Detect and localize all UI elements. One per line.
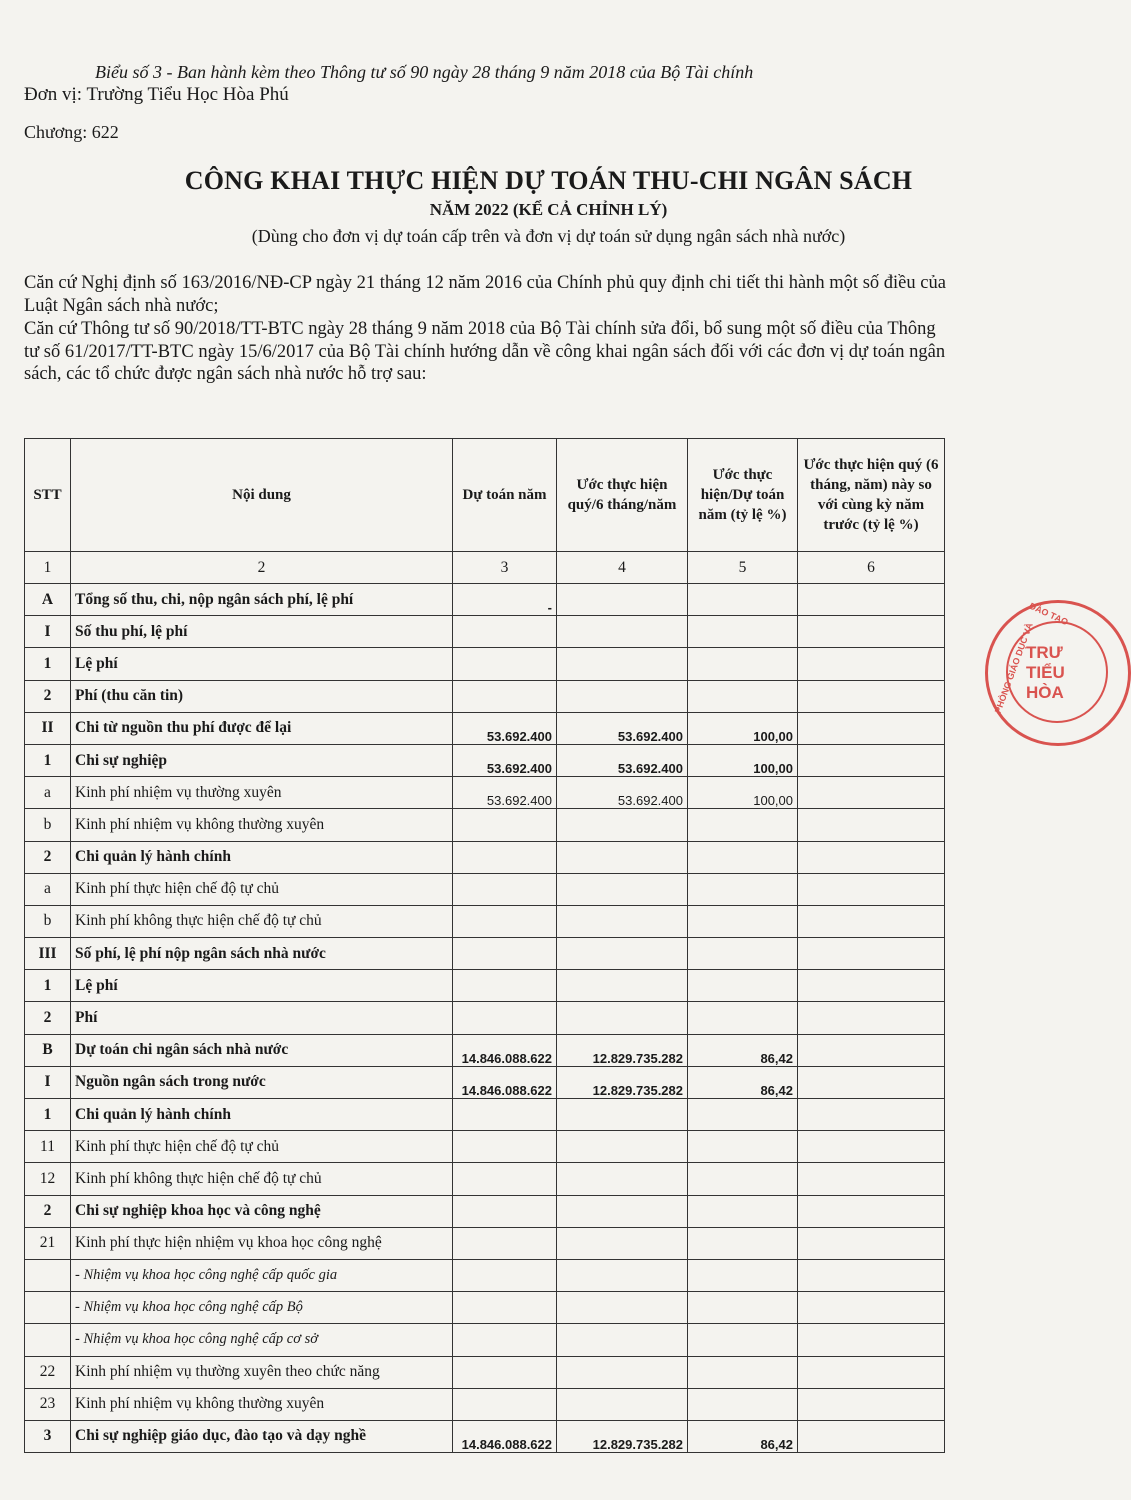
row-estimated-actual [557,809,688,841]
row-stt: 1 [25,744,71,776]
row-stt: 2 [25,1195,71,1227]
table-row [25,970,945,1002]
table-row [25,584,945,616]
row-annual-estimate [453,1259,557,1291]
row-ratio-estimate [688,809,798,841]
row-ratio-prior-year [798,970,945,1002]
column-number: 6 [798,552,945,584]
row-content: Chi sự nghiệp khoa học và công nghệ [71,1195,453,1227]
row-stt: 1 [25,970,71,1002]
legal-basis: Biểu số 3 - Ban hành kèm theo Thông tư số 90 ngày 28 tháng 9 năm 2018 của Bộ Tài chính [95,62,754,82]
row-annual-estimate [453,1388,557,1420]
row-stt: II [25,712,71,744]
table-row [25,1420,945,1452]
row-ratio-estimate: 100,00 [688,744,798,776]
column-number: 5 [688,552,798,584]
row-estimated-actual: 12.829.735.282 [557,1420,688,1452]
row-ratio-estimate [688,938,798,970]
row-ratio-estimate [688,584,798,616]
row-estimated-actual [557,873,688,905]
header-ratio-prior-year: Ước thực hiện quý (6 tháng, năm) này so với cùng kỳ năm trước (tỷ lệ %) [798,439,945,552]
intro-paragraph-2: Căn cứ Thông tư số 90/2018/TT-BTC ngày 28 tháng 9 năm 2018 của Bộ Tài chính sửa đổi, bổ sung một số điều của Thông tư số 61/2017/TT-BTC ngày 15/6/2017 của Bộ Tài chính hướng dẫn về công khai ngân sách đối với các đơn vị dự toán ngân sách, các tổ chức được ngân sách nhà nước hỗ trợ sau: [24,319,946,384]
row-content: Kinh phí nhiệm vụ thường xuyên theo chức năng [71,1356,453,1388]
row-estimated-actual [557,841,688,873]
row-estimated-actual [557,938,688,970]
row-annual-estimate [453,1292,557,1324]
row-estimated-actual [557,970,688,1002]
row-annual-estimate: 14.846.088.622 [453,1034,557,1066]
row-estimated-actual [557,1163,688,1195]
table-header-row [25,439,945,552]
usage-note: (Dùng cho đơn vị dự toán cấp trên và đơn vị dự toán sử dụng ngân sách nhà nước) [251,226,846,246]
row-stt: 2 [25,841,71,873]
row-estimated-actual: 12.829.735.282 [557,1066,688,1098]
row-estimated-actual [557,1099,688,1131]
row-annual-estimate [453,1099,557,1131]
table-row [25,938,945,970]
row-stt: 3 [25,1420,71,1452]
stamp-line-3: HÒA [1026,683,1064,702]
table-row [25,1324,945,1356]
row-annual-estimate [453,809,557,841]
row-content: Phí (thu căn tin) [71,680,453,712]
table-row [25,1099,945,1131]
row-ratio-estimate: 86,42 [688,1066,798,1098]
stamp-line-2: TIỂU [1026,663,1065,682]
row-ratio-prior-year [798,777,945,809]
row-ratio-prior-year [798,1002,945,1034]
table-row [25,777,945,809]
row-stt: a [25,777,71,809]
table-row [25,1034,945,1066]
header-content: Nội dung [71,439,453,552]
row-ratio-estimate [688,1163,798,1195]
table-row [25,1259,945,1291]
table-row [25,1356,945,1388]
row-ratio-estimate [688,1292,798,1324]
stamp-arc-text: ĐÀO TẠO [1027,600,1070,628]
row-content: Kinh phí thực hiện chế độ tự chủ [71,873,453,905]
row-estimated-actual [557,905,688,937]
row-ratio-estimate: 100,00 [688,712,798,744]
table-row [25,1227,945,1259]
row-annual-estimate [453,1356,557,1388]
row-stt: b [25,809,71,841]
row-content: Kinh phí không thực hiện chế độ tự chủ [71,1163,453,1195]
row-ratio-estimate: 86,42 [688,1034,798,1066]
row-content: - Nhiệm vụ khoa học công nghệ cấp quốc gia [71,1259,453,1291]
row-content: - Nhiệm vụ khoa học công nghệ cấp cơ sở [71,1324,453,1356]
row-ratio-estimate [688,1227,798,1259]
row-content: Nguồn ngân sách trong nước [71,1066,453,1098]
row-annual-estimate: 14.846.088.622 [453,1066,557,1098]
row-estimated-actual [557,1324,688,1356]
row-estimated-actual [557,1388,688,1420]
row-annual-estimate: 14.846.088.622 [453,1420,557,1452]
row-ratio-estimate [688,1324,798,1356]
row-ratio-estimate [688,1131,798,1163]
intro-paragraph-1: Căn cứ Nghị định số 163/2016/NĐ-CP ngày 21 tháng 12 năm 2016 của Chính phủ quy định chi tiết thi hành một số điều của Luật Ngân sách nhà nước; [24,273,946,316]
row-stt [25,1292,71,1324]
table-row [25,744,945,776]
row-ratio-estimate [688,648,798,680]
row-annual-estimate [453,616,557,648]
table-row [25,680,945,712]
row-stt: III [25,938,71,970]
row-ratio-prior-year [798,1163,945,1195]
row-ratio-estimate [688,1195,798,1227]
row-ratio-prior-year [798,938,945,970]
table-row [25,1195,945,1227]
row-stt: I [25,1066,71,1098]
row-content: Lệ phí [71,648,453,680]
row-estimated-actual [557,680,688,712]
row-annual-estimate [453,1324,557,1356]
row-annual-estimate [453,841,557,873]
row-estimated-actual: 12.829.735.282 [557,1034,688,1066]
row-stt: I [25,616,71,648]
table-row [25,841,945,873]
table-row [25,1163,945,1195]
row-content: Kinh phí nhiệm vụ thường xuyên [71,777,453,809]
row-ratio-prior-year [798,1131,945,1163]
row-annual-estimate: 53.692.400 [453,712,557,744]
table-row [25,809,945,841]
table-row [25,1002,945,1034]
row-annual-estimate: 53.692.400 [453,777,557,809]
row-stt: 2 [25,680,71,712]
row-estimated-actual [557,584,688,616]
row-content: Lệ phí [71,970,453,1002]
row-content: Dự toán chi ngân sách nhà nước [71,1034,453,1066]
row-content: Chi sự nghiệp [71,744,453,776]
row-estimated-actual [557,1195,688,1227]
row-content: - Nhiệm vụ khoa học công nghệ cấp Bộ [71,1292,453,1324]
row-ratio-prior-year [798,809,945,841]
row-stt: b [25,905,71,937]
row-content: Số thu phí, lệ phí [71,616,453,648]
row-content: Chi sự nghiệp giáo dục, đào tạo và dạy nghề [71,1420,453,1452]
row-ratio-estimate [688,970,798,1002]
row-stt: 21 [25,1227,71,1259]
row-ratio-prior-year [798,648,945,680]
row-content: Kinh phí nhiệm vụ không thường xuyên [71,1388,453,1420]
column-number: 3 [453,552,557,584]
row-estimated-actual [557,1259,688,1291]
row-ratio-prior-year [798,1292,945,1324]
row-ratio-estimate [688,1002,798,1034]
header-estimated-actual: Ước thực hiện quý/6 tháng/năm [557,439,688,552]
row-estimated-actual [557,1002,688,1034]
row-stt: A [25,584,71,616]
row-ratio-estimate [688,1356,798,1388]
row-estimated-actual [557,1131,688,1163]
row-stt: a [25,873,71,905]
row-estimated-actual [557,1227,688,1259]
row-ratio-prior-year [798,1356,945,1388]
row-ratio-prior-year [798,905,945,937]
row-annual-estimate [453,648,557,680]
row-ratio-estimate [688,1099,798,1131]
column-number: 2 [71,552,453,584]
row-estimated-actual: 53.692.400 [557,777,688,809]
row-ratio-prior-year [798,841,945,873]
row-ratio-prior-year [798,1227,945,1259]
row-content: Phí [71,1002,453,1034]
row-estimated-actual [557,1356,688,1388]
row-content: Kinh phí thực hiện chế độ tự chủ [71,1131,453,1163]
row-annual-estimate [453,1227,557,1259]
row-estimated-actual: 53.692.400 [557,744,688,776]
row-content: Kinh phí nhiệm vụ không thường xuyên [71,809,453,841]
row-annual-estimate [453,970,557,1002]
row-ratio-prior-year [798,1324,945,1356]
column-number: 4 [557,552,688,584]
row-annual-estimate [453,1195,557,1227]
unit-name: Đơn vị: Trường Tiểu Học Hòa Phú [24,84,289,105]
row-annual-estimate [453,938,557,970]
row-ratio-prior-year [798,712,945,744]
row-stt: 1 [25,648,71,680]
row-annual-estimate: - [453,584,557,616]
row-annual-estimate [453,680,557,712]
row-ratio-prior-year [798,1388,945,1420]
table-row [25,1066,945,1098]
row-content: Số phí, lệ phí nộp ngân sách nhà nước [71,938,453,970]
table-row [25,1388,945,1420]
row-ratio-estimate [688,1388,798,1420]
row-ratio-prior-year [798,584,945,616]
row-ratio-estimate [688,616,798,648]
row-ratio-prior-year [798,1099,945,1131]
budget-table [24,438,945,1453]
table-row [25,712,945,744]
table-row [25,1292,945,1324]
header-stt: STT [25,439,71,552]
header-ratio-estimate: Ước thực hiện/Dự toán năm (tỷ lệ %) [688,439,798,552]
stamp-line-1: TRƯ [1026,643,1063,662]
row-ratio-prior-year [798,744,945,776]
row-annual-estimate [453,1002,557,1034]
row-estimated-actual [557,648,688,680]
row-estimated-actual [557,616,688,648]
row-ratio-prior-year [798,680,945,712]
row-annual-estimate [453,905,557,937]
row-ratio-estimate [688,680,798,712]
chapter: Chương: 622 [24,122,119,142]
row-annual-estimate [453,1131,557,1163]
row-stt: 2 [25,1002,71,1034]
row-ratio-prior-year [798,873,945,905]
row-annual-estimate: 53.692.400 [453,744,557,776]
table-row [25,905,945,937]
row-content: Chi quản lý hành chính [71,841,453,873]
row-content: Tổng số thu, chi, nộp ngân sách phí, lệ phí [71,584,453,616]
row-ratio-estimate [688,905,798,937]
row-content: Chi từ nguồn thu phí được để lại [71,712,453,744]
row-stt: 1 [25,1099,71,1131]
row-content: Kinh phí thực hiện nhiệm vụ khoa học công nghệ [71,1227,453,1259]
row-ratio-prior-year [798,616,945,648]
row-content: Chi quản lý hành chính [71,1099,453,1131]
document-subtitle: NĂM 2022 (KỂ CẢ CHỈNH LÝ) [429,200,668,219]
row-ratio-estimate [688,873,798,905]
row-stt [25,1324,71,1356]
stamp-arc-text-left: PHÒNG GIÁO DỤC VÀ [992,621,1035,715]
row-ratio-prior-year [798,1420,945,1452]
row-stt [25,1259,71,1291]
row-ratio-prior-year [798,1034,945,1066]
row-ratio-prior-year [798,1259,945,1291]
column-number-row [25,552,945,584]
row-ratio-estimate [688,841,798,873]
row-stt: 23 [25,1388,71,1420]
table-row [25,616,945,648]
document-title: CÔNG KHAI THỰC HIỆN DỰ TOÁN THU-CHI NGÂN SÁCH [184,166,913,195]
table-row [25,648,945,680]
column-number: 1 [25,552,71,584]
row-ratio-estimate: 100,00 [688,777,798,809]
row-stt: 11 [25,1131,71,1163]
row-annual-estimate [453,873,557,905]
header-annual-estimate: Dự toán năm [453,439,557,552]
row-estimated-actual: 53.692.400 [557,712,688,744]
row-content: Kinh phí không thực hiện chế độ tự chủ [71,905,453,937]
row-stt: B [25,1034,71,1066]
row-ratio-prior-year [798,1066,945,1098]
table-row [25,873,945,905]
row-estimated-actual [557,1292,688,1324]
row-ratio-estimate [688,1259,798,1291]
official-stamp [985,600,1131,746]
row-stt: 12 [25,1163,71,1195]
table-row [25,1131,945,1163]
row-annual-estimate [453,1163,557,1195]
row-ratio-estimate: 86,42 [688,1420,798,1452]
row-ratio-prior-year [798,1195,945,1227]
row-stt: 22 [25,1356,71,1388]
